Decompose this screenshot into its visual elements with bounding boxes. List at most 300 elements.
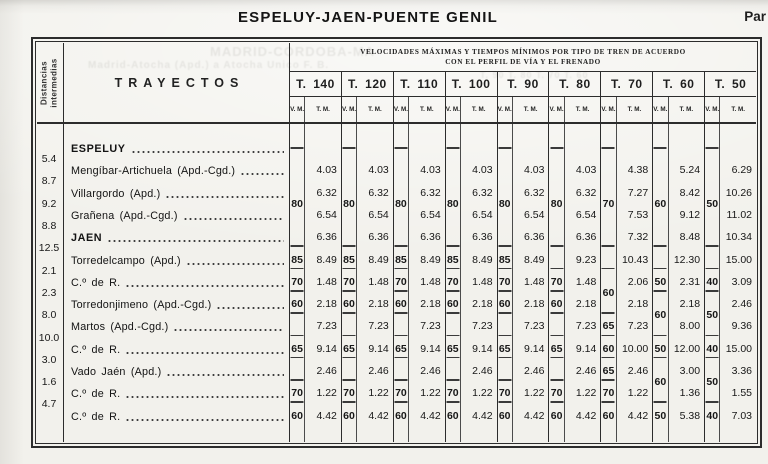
tm-column-label	[357, 97, 393, 122]
tm-value: 6.36	[524, 231, 545, 244]
vm-zone-separator	[343, 312, 356, 314]
tm-value: 6.32	[420, 186, 441, 199]
vm-value: 60	[291, 298, 303, 311]
train-column-t-60	[652, 124, 704, 442]
vm-subcolumn	[705, 124, 720, 442]
no-value-dash	[291, 147, 304, 149]
vm-value: 70	[550, 275, 563, 288]
vm-value: 65	[343, 342, 355, 355]
tm-value: 15.00	[725, 342, 752, 355]
tm-value: 4.03	[472, 164, 493, 177]
vm-label-text: V. M.	[445, 106, 460, 113]
distance-value: 9.2	[41, 197, 57, 210]
tm-value: 6.32	[316, 186, 337, 199]
trayectos-column	[64, 124, 290, 442]
ghost-text: MADRID-CORDOBA-MA	[210, 44, 376, 59]
distance-value: 10.0	[38, 331, 60, 344]
vm-value: 60	[395, 409, 407, 422]
tm-value: 8.48	[679, 231, 701, 244]
tm-label-text: T. M.	[471, 106, 486, 113]
vm-zone-separator	[706, 268, 719, 270]
tm-label-text: T. M.	[523, 106, 538, 113]
tm-value: 8.49	[368, 253, 389, 266]
vm-subcolumn	[498, 124, 513, 442]
subcolumn-labels	[652, 97, 704, 122]
vm-zone-separator	[550, 335, 563, 337]
tm-label-text: T. M.	[731, 106, 746, 113]
vm-value: 65	[395, 342, 407, 355]
vm-zone-separator	[550, 268, 563, 270]
tm-value: 15.00	[725, 253, 752, 266]
vm-value: 70	[550, 387, 563, 400]
vm-zone-separator	[654, 335, 667, 337]
station-row	[71, 162, 286, 177]
tm-value: 2.06	[627, 275, 649, 288]
vm-value: 70	[498, 275, 511, 288]
station-name: ESPELUY	[71, 143, 126, 155]
tm-value: 8.49	[420, 253, 441, 266]
vm-value: 60	[291, 409, 303, 422]
tm-value: 5.24	[679, 164, 701, 177]
vm-value: 65	[602, 365, 615, 377]
tm-value: 4.42	[575, 409, 597, 422]
dotted-leader	[165, 194, 284, 199]
ghost-text: T. 90 T. 80 T. 70 T. 60	[480, 70, 589, 80]
tm-value: 1.55	[731, 387, 752, 400]
tm-value: 3.36	[731, 365, 752, 377]
tm-value: 12.30	[673, 253, 701, 266]
tm-value: 1.22	[524, 387, 545, 400]
train-column-t-120	[341, 124, 393, 442]
distances-header-label	[40, 58, 60, 107]
tm-value: 7.23	[368, 320, 389, 333]
vm-zone-separator	[343, 401, 356, 403]
tm-value: 9.14	[420, 342, 441, 355]
tm-value: 6.36	[420, 231, 441, 244]
vm-column-label	[394, 97, 409, 122]
vm-value: 60	[550, 298, 563, 311]
subcolumn-labels	[548, 97, 600, 122]
distance-value: 1.6	[41, 376, 57, 389]
vm-value: 80	[550, 197, 563, 210]
vm-column-label	[446, 97, 461, 122]
vm-zone-separator	[706, 290, 719, 292]
station-row	[71, 229, 286, 244]
vm-zone-separator	[602, 312, 615, 314]
vm-zone-separator	[498, 290, 511, 292]
vm-zone-separator	[706, 245, 719, 247]
vm-zone-separator	[291, 245, 304, 247]
subcolumn-labels	[341, 97, 393, 122]
tm-label-text: T. M.	[627, 106, 642, 113]
tm-subcolumn	[357, 124, 393, 442]
no-value-dash	[602, 147, 615, 149]
tm-value: 3.09	[731, 275, 752, 288]
tm-value: 6.54	[316, 208, 337, 221]
no-value-dash	[654, 147, 667, 149]
train-type-header: T. 100	[445, 72, 497, 96]
train-type-header: T. 60	[652, 72, 704, 96]
tm-subcolumn	[461, 124, 497, 442]
tm-value: 4.42	[524, 409, 545, 422]
station-name: Torredonjimeno (Apd.-Cgd.)	[71, 299, 212, 312]
speed-header-band	[290, 43, 756, 72]
tm-value: 1.48	[420, 275, 441, 288]
tm-subcolumn	[513, 124, 549, 442]
dotted-leader	[125, 417, 284, 422]
vm-subcolumn	[601, 124, 616, 442]
tm-value: 6.36	[316, 231, 337, 244]
tm-label-text: T. M.	[420, 106, 434, 113]
vm-value: 80	[446, 197, 459, 210]
vm-zone-separator	[343, 290, 356, 292]
data-columns	[290, 124, 756, 442]
vm-value: 70	[602, 197, 615, 210]
vm-value: 60	[602, 409, 615, 422]
station-row	[71, 274, 286, 289]
train-column-t-50	[704, 124, 756, 442]
tm-value: 1.22	[472, 387, 493, 400]
tm-value: 9.14	[368, 342, 389, 355]
vm-value: 65	[446, 342, 459, 355]
vm-value: 70	[291, 275, 303, 288]
vm-label-text: V. M.	[341, 106, 357, 113]
tm-value: 9.14	[575, 342, 597, 355]
station-name: Villargordo (Apd.)	[71, 187, 161, 200]
tm-value: 8.42	[679, 186, 701, 199]
vm-value: 80	[395, 197, 407, 210]
tm-value: 2.18	[679, 298, 701, 311]
vm-zone-separator	[446, 268, 459, 270]
tm-value: 6.54	[472, 208, 493, 221]
tm-subcolumn	[617, 124, 653, 442]
vm-value: 50	[654, 275, 667, 288]
vm-value: 60	[654, 376, 667, 389]
vm-value: 60	[654, 309, 667, 322]
dotted-leader	[186, 261, 284, 266]
tm-value: 6.54	[575, 208, 597, 221]
vm-zone-separator	[602, 357, 615, 359]
tm-value: 7.53	[627, 208, 649, 221]
station-name: C.º de R.	[71, 388, 121, 401]
vm-zone-separator	[291, 379, 304, 381]
distance-value: 4.7	[41, 398, 57, 411]
vm-zone-separator	[291, 335, 304, 337]
train-type-header: T. 110	[393, 72, 445, 96]
tm-value: 8.49	[524, 253, 545, 266]
station-row	[71, 296, 286, 311]
station-name: Mengíbar-Artichuela (Apd.-Cgd.)	[71, 165, 236, 178]
tm-value: 6.32	[368, 186, 389, 199]
tm-value: 7.32	[627, 231, 649, 244]
vm-zone-separator	[446, 245, 459, 247]
vm-zone-separator	[550, 379, 563, 381]
station-row	[71, 252, 286, 267]
vm-column-label	[549, 97, 564, 122]
dotted-leader	[107, 238, 284, 243]
station-row	[71, 363, 286, 378]
tm-value: 7.23	[472, 320, 493, 333]
vm-label-text: V. M.	[549, 106, 564, 113]
vm-value: 70	[343, 275, 355, 288]
vm-zone-separator	[394, 245, 407, 247]
vm-value: 40	[706, 275, 719, 288]
tm-value: 8.00	[679, 320, 701, 333]
tm-value: 10.00	[621, 342, 649, 355]
vm-zone-separator	[498, 268, 511, 270]
tm-value: 9.12	[679, 208, 701, 221]
vm-value: 85	[291, 253, 303, 266]
tm-value: 7.27	[627, 186, 649, 199]
tm-subcolumn	[305, 124, 341, 442]
tm-value: 6.29	[731, 164, 752, 177]
distance-value: 8.0	[41, 309, 57, 322]
tm-label-text: T. M.	[316, 106, 330, 113]
tm-value: 2.46	[316, 365, 337, 377]
station-name: JAEN	[71, 232, 103, 245]
train-column-t-90	[497, 124, 549, 442]
tm-value: 7.23	[420, 320, 441, 333]
vm-zone-separator	[602, 335, 615, 337]
vm-value: 65	[602, 320, 615, 333]
tm-value: 8.49	[316, 253, 337, 266]
tm-value: 4.03	[420, 164, 441, 177]
vm-zone-separator	[498, 335, 511, 337]
tm-value: 1.22	[575, 387, 597, 400]
no-value-dash	[446, 147, 459, 149]
subcolumn-labels	[393, 97, 445, 122]
train-column-t-110	[393, 124, 445, 442]
vm-zone-separator	[602, 268, 615, 270]
tm-value: 1.48	[368, 275, 389, 288]
vm-label-text: V. M.	[653, 106, 668, 113]
vm-value: 85	[446, 253, 459, 266]
tm-value: 2.18	[368, 298, 389, 311]
vm-zone-separator	[654, 401, 667, 403]
tm-value: 6.32	[524, 186, 545, 199]
train-type-header: T. 120	[341, 72, 393, 96]
train-type-header: T. 90	[497, 72, 549, 96]
vm-zone-separator	[394, 379, 407, 381]
vm-zone-separator	[446, 335, 459, 337]
tm-value: 2.31	[679, 275, 701, 288]
vm-zone-separator	[394, 268, 407, 270]
tm-value: 4.03	[575, 164, 597, 177]
tm-subcolumn	[720, 124, 756, 442]
dotted-leader	[173, 327, 284, 332]
train-column-t-140	[290, 124, 341, 442]
vm-value: 70	[446, 275, 459, 288]
tm-value: 2.18	[627, 298, 649, 311]
tm-value: 6.54	[368, 208, 389, 221]
dotted-leader	[125, 394, 284, 399]
station-row	[71, 207, 286, 222]
vm-label-text: V. M.	[393, 106, 408, 113]
distance-value: 3.0	[41, 353, 57, 366]
vm-zone-separator	[394, 401, 407, 403]
vm-zone-separator	[343, 268, 356, 270]
tm-column-label	[617, 97, 653, 122]
train-type-row	[290, 72, 756, 97]
vm-subcolumn	[549, 124, 564, 442]
vm-zone-separator	[550, 290, 563, 292]
tm-value: 10.43	[621, 253, 649, 266]
vm-value: 85	[343, 253, 355, 266]
tm-value: 6.54	[524, 208, 545, 221]
tm-value: 1.48	[524, 275, 545, 288]
vm-zone-separator	[654, 245, 667, 247]
vm-value: 50	[706, 197, 719, 210]
vm-column-label	[705, 97, 720, 122]
tm-value: 9.36	[731, 320, 752, 333]
station-name: C.º de R.	[71, 410, 121, 423]
tm-value: 1.48	[472, 275, 493, 288]
distance-value: 8.8	[41, 220, 57, 233]
vm-zone-separator	[654, 268, 667, 270]
vm-value: 70	[395, 387, 407, 400]
vm-zone-separator	[498, 312, 511, 314]
tm-value: 6.36	[575, 231, 597, 244]
station-name: Torredelcampo (Apd.)	[71, 254, 181, 267]
vm-subcolumn	[290, 124, 305, 442]
vm-subcolumn	[394, 124, 409, 442]
vm-label-text: V. M.	[290, 106, 305, 113]
dotted-leader	[125, 350, 284, 355]
tm-value: 4.42	[420, 409, 441, 422]
tm-value: 7.23	[627, 320, 649, 333]
vm-zone-separator	[446, 379, 459, 381]
subcolumn-labels	[704, 97, 756, 122]
subcolumn-labels	[600, 97, 652, 122]
vm-value: 85	[498, 253, 511, 266]
dotted-leader	[216, 305, 284, 310]
station-name: Martos (Apd.-Cgd.)	[71, 321, 169, 334]
subcolumn-labels	[497, 97, 549, 122]
tm-value: 1.22	[627, 387, 649, 400]
tm-value: 3.00	[679, 365, 701, 377]
tm-value: 4.03	[524, 164, 545, 177]
vm-zone-separator	[394, 290, 407, 292]
vm-zone-separator	[550, 357, 563, 359]
tm-value: 7.23	[575, 320, 597, 333]
station-name: C.º de R.	[71, 276, 121, 289]
station-row	[71, 341, 286, 356]
distance-value: 8.7	[41, 175, 57, 188]
timetable	[31, 37, 762, 448]
tm-label-text: T. M.	[368, 106, 382, 113]
train-column-t-100	[445, 124, 497, 442]
no-value-dash	[394, 147, 407, 149]
tm-value: 7.23	[524, 320, 545, 333]
vm-zone-separator	[446, 401, 459, 403]
tm-value: 8.49	[472, 253, 493, 266]
tm-column-label	[409, 97, 445, 122]
distance-value: 2.3	[41, 286, 57, 299]
subcolumn-label-row	[290, 97, 756, 122]
tm-value: 5.38	[679, 409, 701, 422]
tm-column-label	[513, 97, 549, 122]
train-type-header: T. 80	[548, 72, 600, 96]
no-value-dash	[550, 147, 563, 149]
tm-value: 2.46	[731, 298, 752, 311]
vm-value: 60	[498, 409, 511, 422]
no-value-dash	[343, 147, 356, 149]
tm-column-label	[565, 97, 601, 122]
vm-zone-separator	[498, 357, 511, 359]
tm-value: 4.42	[316, 409, 337, 422]
vm-zone-separator	[291, 268, 304, 270]
distances-column	[37, 124, 64, 442]
tm-value: 1.22	[420, 387, 441, 400]
vm-value: 40	[706, 342, 719, 355]
train-type-header: T. 50	[704, 72, 756, 96]
vm-zone-separator	[291, 357, 304, 359]
tm-label-text: T. M.	[575, 106, 590, 113]
dotted-leader	[125, 283, 284, 288]
vm-zone-separator	[498, 245, 511, 247]
vm-value: 80	[291, 197, 303, 210]
vm-value: 50	[706, 309, 719, 322]
vm-zone-separator	[394, 357, 407, 359]
tm-value: 9.14	[472, 342, 493, 355]
station-name: Grañena (Apd.-Cgd.)	[71, 209, 178, 222]
tm-value: 9.14	[316, 342, 337, 355]
vm-value: 50	[654, 342, 667, 355]
distances-header-cell	[37, 43, 64, 122]
no-value-dash	[706, 147, 719, 149]
tm-value: 6.32	[472, 186, 493, 199]
vm-value: 80	[498, 197, 511, 210]
tm-value: 2.18	[420, 298, 441, 311]
vm-label-text: V. M.	[705, 106, 720, 113]
tm-column-label	[461, 97, 497, 122]
vm-value: 70	[291, 387, 303, 400]
vm-zone-separator	[602, 379, 615, 381]
vm-zone-separator	[550, 401, 563, 403]
subcolumn-labels	[290, 97, 341, 122]
table-body	[37, 124, 756, 442]
trayectos-header-label: TRAYECTOS	[114, 75, 245, 90]
tm-value: 6.36	[472, 231, 493, 244]
tm-value: 4.42	[368, 409, 389, 422]
vm-zone-separator	[706, 335, 719, 337]
tm-value: 2.18	[472, 298, 493, 311]
distances-header-line: intermedias	[50, 57, 59, 108]
vm-zone-separator	[394, 312, 407, 314]
vm-value: 60	[343, 298, 355, 311]
vm-zone-separator	[343, 379, 356, 381]
vm-value: 70	[602, 387, 615, 400]
dotted-leader	[240, 171, 284, 176]
vm-value: 60	[446, 409, 459, 422]
tm-value: 2.46	[368, 365, 389, 377]
vm-zone-separator	[343, 357, 356, 359]
tm-value: 9.23	[575, 253, 597, 266]
tm-value: 7.23	[316, 320, 337, 333]
vm-column-label	[342, 97, 357, 122]
tm-value: 1.48	[575, 275, 597, 288]
distance-value: 5.4	[41, 153, 57, 166]
train-type-header: T. 140	[296, 77, 335, 91]
tm-value: 6.54	[420, 208, 441, 221]
tm-value: 1.22	[316, 387, 337, 400]
vm-zone-separator	[446, 290, 459, 292]
tm-subcolumn	[669, 124, 705, 442]
dotted-leader	[131, 149, 284, 154]
vm-zone-separator	[394, 335, 407, 337]
vm-value: 65	[550, 342, 563, 355]
tm-value: 2.46	[575, 365, 597, 377]
